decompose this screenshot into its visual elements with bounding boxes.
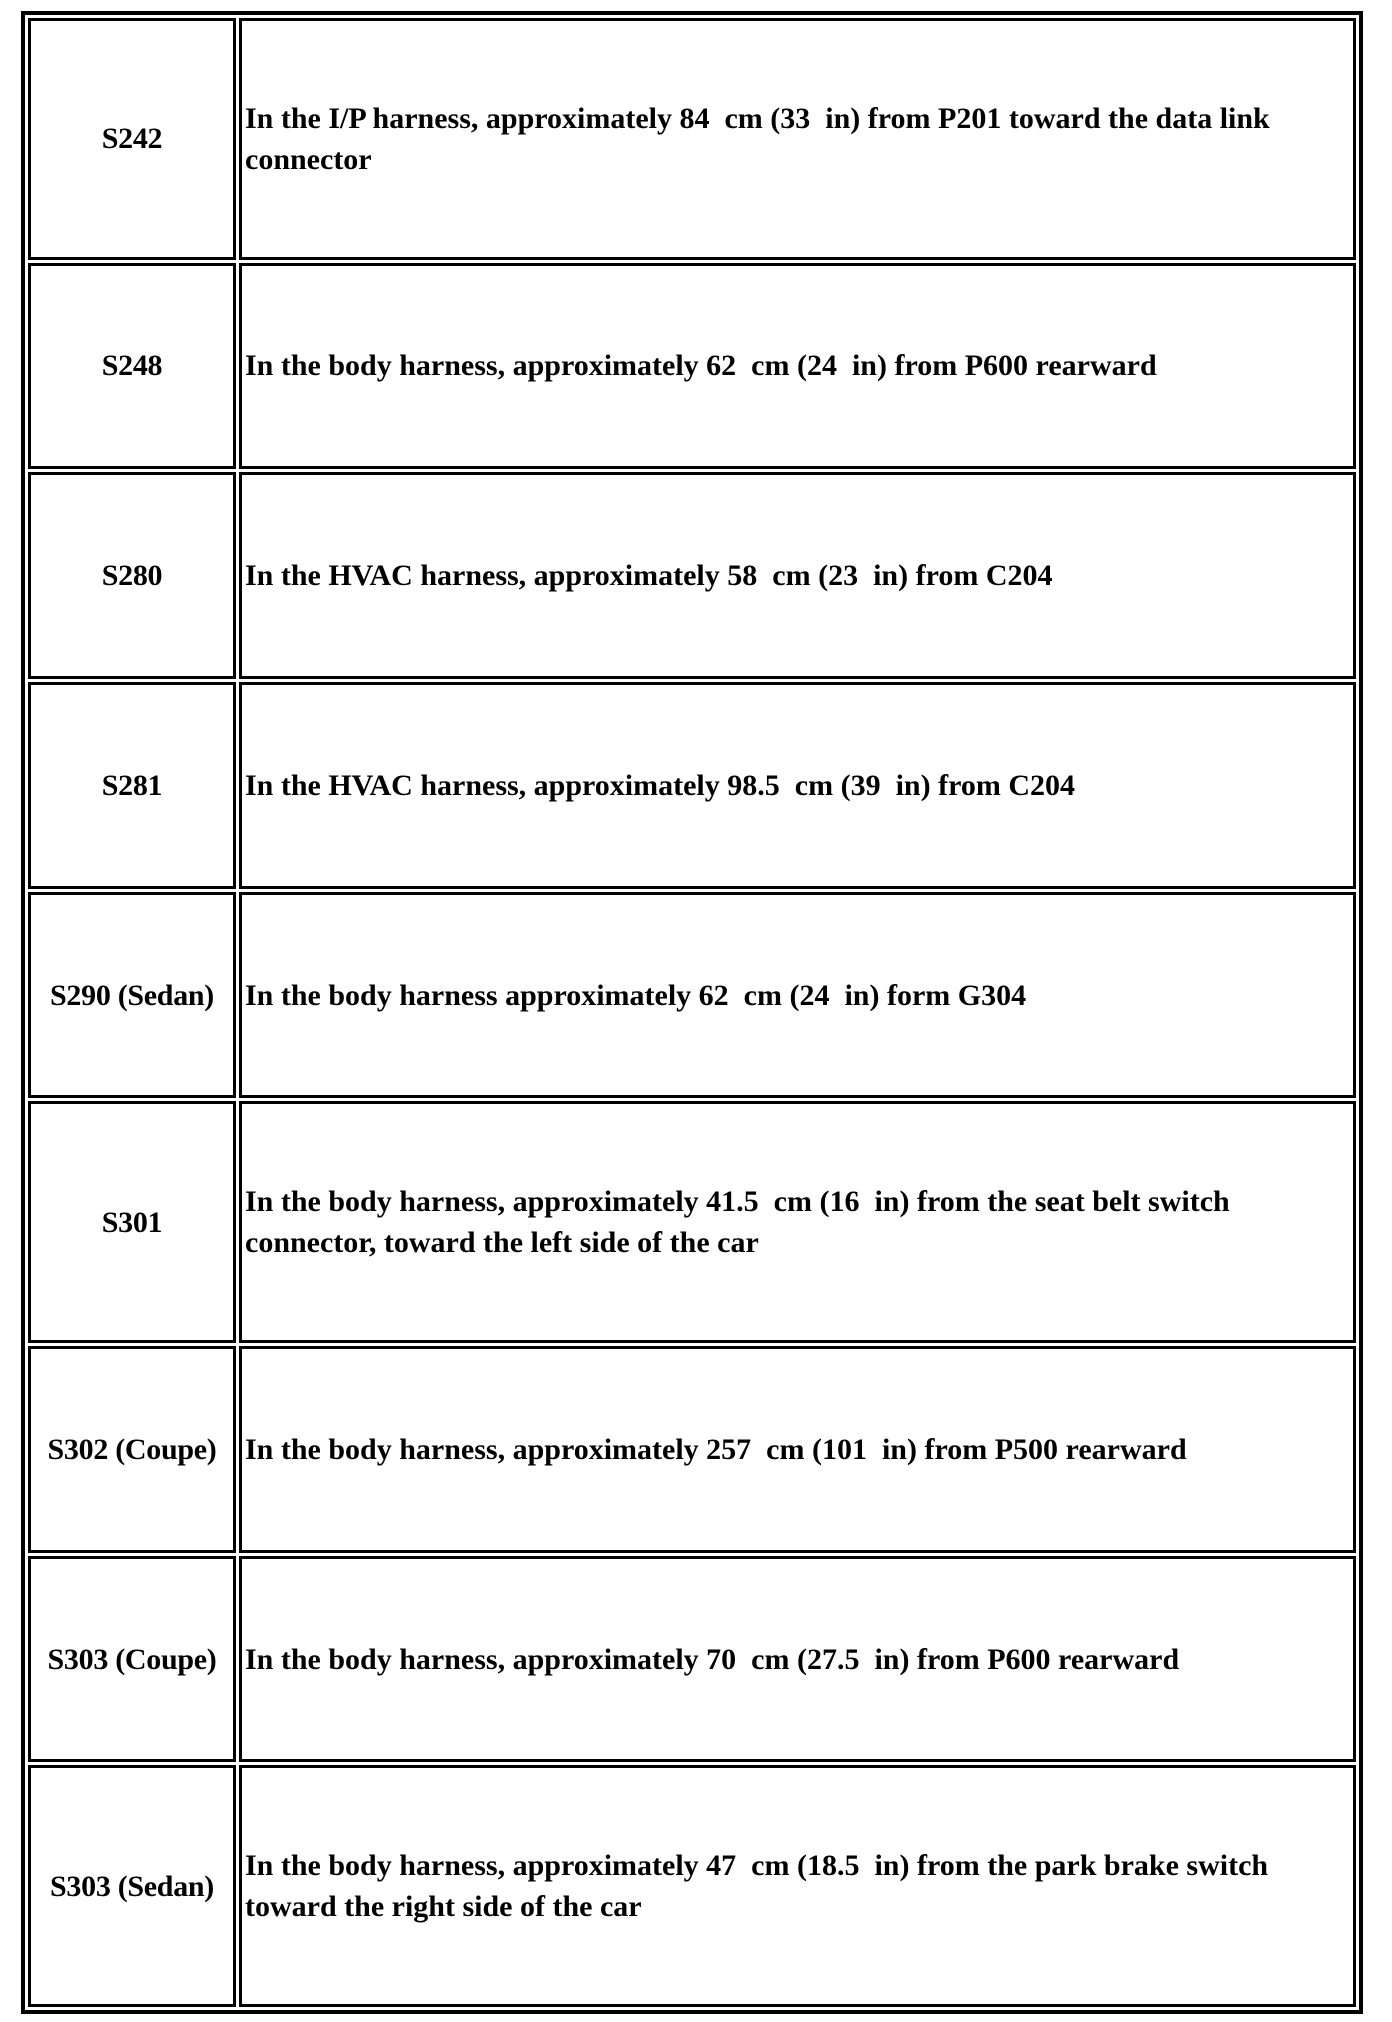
splice-location-cell: In the body harness, approximately 62 cm (24 in) from P600 rearward — [239, 263, 1356, 470]
table-row — [28, 1101, 1356, 1343]
splice-id-cell: S302 (Coupe) — [28, 1346, 236, 1553]
table-row — [28, 472, 1356, 679]
table-row — [28, 892, 1356, 1099]
splice-location-cell: In the HVAC harness, approximately 98.5 cm (39 in) from C204 — [239, 682, 1356, 889]
splice-location-cell: In the body harness, approximately 41.5 cm (16 in) from the seat belt switch connector, toward the left side of the car — [239, 1101, 1356, 1343]
table-row — [28, 18, 1356, 260]
splice-location-cell: In the body harness, approximately 47 cm (18.5 in) from the park brake switch toward the right side of the car — [239, 1765, 1356, 2007]
table-row — [28, 263, 1356, 470]
splice-id-cell: S303 (Coupe) — [28, 1556, 236, 1763]
table-row — [28, 1346, 1356, 1553]
table-row — [28, 1556, 1356, 1763]
splice-id-cell: S301 — [28, 1101, 236, 1343]
splice-id-cell: S303 (Sedan) — [28, 1765, 236, 2007]
splice-id-cell: S242 — [28, 18, 236, 260]
splice-location-table — [21, 11, 1363, 2014]
splice-id-cell: S290 (Sedan) — [28, 892, 236, 1099]
splice-location-cell: In the HVAC harness, approximately 58 cm (23 in) from C204 — [239, 472, 1356, 679]
splice-id-cell: S280 — [28, 472, 236, 679]
table-row — [28, 682, 1356, 889]
splice-id-cell: S281 — [28, 682, 236, 889]
table-row — [28, 1765, 1356, 2007]
splice-location-cell: In the I/P harness, approximately 84 cm (33 in) from P201 toward the data link connector — [239, 18, 1356, 260]
splice-location-cell: In the body harness, approximately 257 cm (101 in) from P500 rearward — [239, 1346, 1356, 1553]
splice-location-cell: In the body harness, approximately 70 cm (27.5 in) from P600 rearward — [239, 1556, 1356, 1763]
splice-location-cell: In the body harness approximately 62 cm (24 in) form G304 — [239, 892, 1356, 1099]
splice-id-cell: S248 — [28, 263, 236, 470]
